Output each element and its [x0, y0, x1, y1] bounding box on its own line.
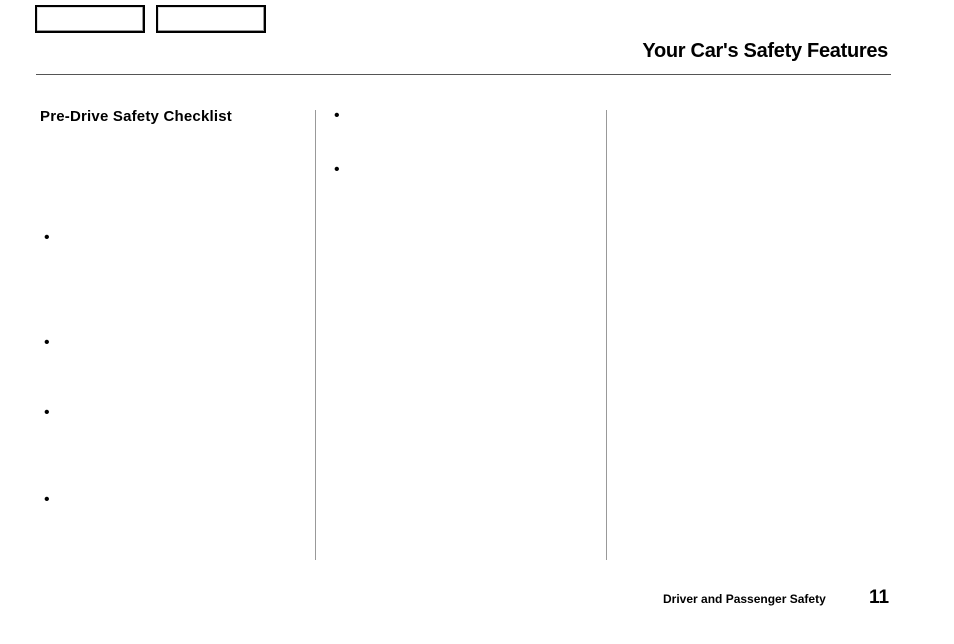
column-divider: [606, 110, 607, 560]
nav-button-next[interactable]: [156, 5, 266, 33]
column-divider: [315, 110, 316, 560]
nav-button-previous[interactable]: [35, 5, 145, 33]
bullet-marker: •: [334, 161, 340, 178]
bullet-marker: •: [44, 334, 50, 351]
section-heading: Pre-Drive Safety Checklist: [40, 108, 232, 125]
bullet-marker: •: [44, 404, 50, 421]
bullet-marker: •: [334, 107, 340, 124]
bullet-marker: •: [44, 229, 50, 246]
page-title: Your Car's Safety Features: [642, 40, 888, 62]
footer-section-name: Driver and Passenger Safety: [663, 592, 826, 606]
page-number: 11: [869, 587, 890, 608]
header-divider: [36, 74, 891, 75]
bullet-marker: •: [44, 491, 50, 508]
